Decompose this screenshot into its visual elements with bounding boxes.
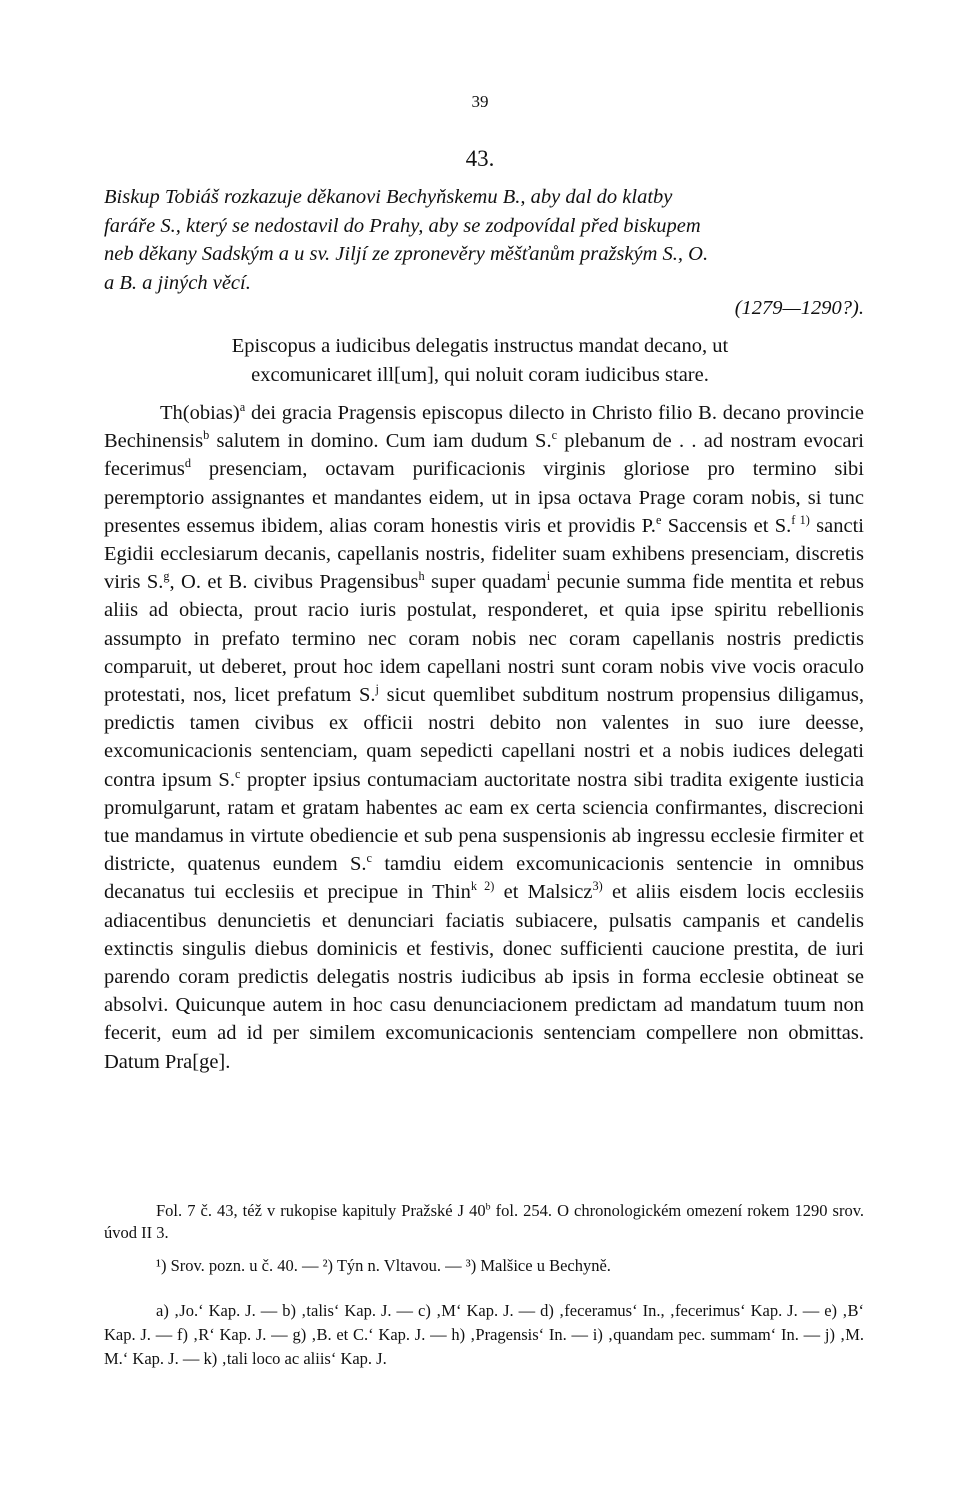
text-segment: Saccensis et S. [661, 514, 792, 537]
variant-mark: d [184, 456, 191, 471]
heading-line: a B. a jiných věcí. [104, 271, 251, 294]
variant-mark: a [239, 400, 246, 415]
source-note-mark: b [485, 1201, 491, 1213]
charter-paragraph [104, 399, 864, 1076]
text-segment: et aliis eisdem locis ecclesiis adiacentibus denuncietis et denunciari faciatis subiacere, pulsatis campanis et candelis extinctis singulis diebus dominicis et festivis, donec sufficienti caucione prestita, de iuri parendo coram predictis delegatis nostris iudicibus ab ipsis in forma ecclesie obtineat se absolvi. Quicunque autem in hoc casu denunciacionem predictam ad mandatum tuum non fecerit, eum ad id per similem excomunicacionis sentenciam compellere non obmittas. Datum Pra[ge]. [104, 881, 865, 1073]
source-note-text: Fol. 7 č. 43, též v rukopise kapituly Pražské J 40 [156, 1201, 486, 1220]
variant-mark: c [551, 428, 558, 443]
text-segment: propter ipsius contumaciam auctoritate nostra sibi tradita exigente iusticia promulgarunt, ratam et gratam habentes ac eam ex certa sciencia confirmantes, discrecioni tue mandamus in virtute obediencie et sub pena suspensionis ab ingressu ecclesie firmiter et districte, quatenus eundem S. [104, 768, 864, 876]
footnotes: ¹) Srov. pozn. u č. 40. — ²) Týn n. Vltavou. — ³) Malšice u Bechyně. [156, 1256, 611, 1275]
text-segment: tamdiu eidem excomunicacionis sentencie in omnibus decanatus tui ecclesiis et precipue in Thin [104, 853, 865, 904]
variant-mark: c [234, 766, 241, 781]
text-segment: sicut quemlibet subditum nostrum propensius diligamus, predictis tamen civibus ex officii nostri debito non valentes in suo iure deesse, excomunicacionis sentenciam, quam sepedicti capellani nostri et a nobis iudices delegati contra ipsum S. [104, 684, 864, 791]
heading-line: faráře S., který se nedostavil do Prahy, aby se zodpovídal před biskupem [104, 214, 701, 237]
variant-mark: 3) [592, 879, 603, 894]
variant-mark: c [366, 851, 372, 866]
text-segment: plebanum de . . ad nostram evocari fecerimus [104, 430, 864, 481]
variant-mark: g [163, 569, 170, 584]
summary-line: excomunicaret ill[um], qui noluit coram iudicibus stare. [251, 364, 709, 386]
variant-mark: i [546, 569, 551, 584]
text-segment: presenciam, octavam purificacionis virginis gloriose pro termino sibi peremptorio assignantes et mandantes eidem, ut in ipsa octava Prage coram nobis, si tunc presentes essemus ibidem, alias coram honestis viris et providis P. [104, 458, 864, 537]
text-segment: Th(obias) [160, 402, 240, 424]
text-segment: super quadam [424, 571, 547, 594]
page-number: 39 [471, 92, 489, 111]
dateline: (1279—1290?). [734, 297, 864, 319]
text-segment: et Malsicz [494, 881, 593, 904]
latin-summary [150, 332, 810, 390]
text-segment: salutem in domino. Cum iam dudum S. [209, 430, 552, 453]
source-note-text: fol. 254. O chronologickém omezení rokem 1290 srov. úvod II 3. [104, 1201, 864, 1242]
variant-mark: k 2) [470, 879, 495, 894]
variant-mark: j [375, 682, 379, 697]
text-segment: sancti Egidii ecclesiarum decanis, capellanis nostris, fideliter suam exhibens presenciam, discretis viris S. [104, 514, 864, 594]
summary-line: Episcopus a iudicibus delegatis instructus mandat decano, ut [231, 335, 729, 357]
variant-mark: f 1) [791, 512, 810, 527]
variant-mark: b [203, 428, 210, 443]
czech-regest-heading [104, 183, 864, 297]
source-note [104, 1200, 864, 1244]
heading-line: neb děkany Sadským a u sv. Jiljí ze zpronevěry měšťanům pražským S., O. [104, 243, 709, 265]
charter-text [104, 399, 864, 1076]
text-segment: , O. et B. civibus Pragensibus [169, 571, 419, 594]
variant-mark: e [655, 512, 662, 527]
variant-mark: h [418, 569, 425, 584]
text-segment: pecunie summa fide mentita et rebus aliis ad obiecta, prout racio iuris postulat, responderet, et quia ipse spiritu rebellionis assumpto in prefato termino nec coram nobis nec coram capellanis nostris predictis comparuit, ut deberet, prout hoc idem capellani nostri sunt coram nobis vive vocis oraculo protestati, nos, licet prefatum S. [104, 571, 864, 707]
text-segment: dei gracia Pragensis episcopus dilecto in Christo filio B. decano provincie Bechinensis [104, 402, 864, 453]
heading-line: Biskup Tobiáš rozkazuje děkanovi Bechyňskemu B., aby dal do klatby [104, 186, 673, 208]
variant-readings: a) ‚Jo.‘ Kap. J. — b) ‚talis‘ Kap. J. — c) ‚M‘ Kap. J. — d) ‚feceramus‘ In., ‚fecerimus‘ Kap. J. — e) ‚B‘ Kap. J. — f) ‚R‘ Kap. J. — g) ‚B. et C.‘ Kap. J. — h) ‚Pragensis‘ In. — i) ‚quandam pec. summam‘ In. — j) ‚M. M.‘ Kap. J. — k) ‚tali loco ac aliis‘ Kap. J. [104, 1301, 864, 1368]
document-number: 43. [465, 146, 495, 171]
